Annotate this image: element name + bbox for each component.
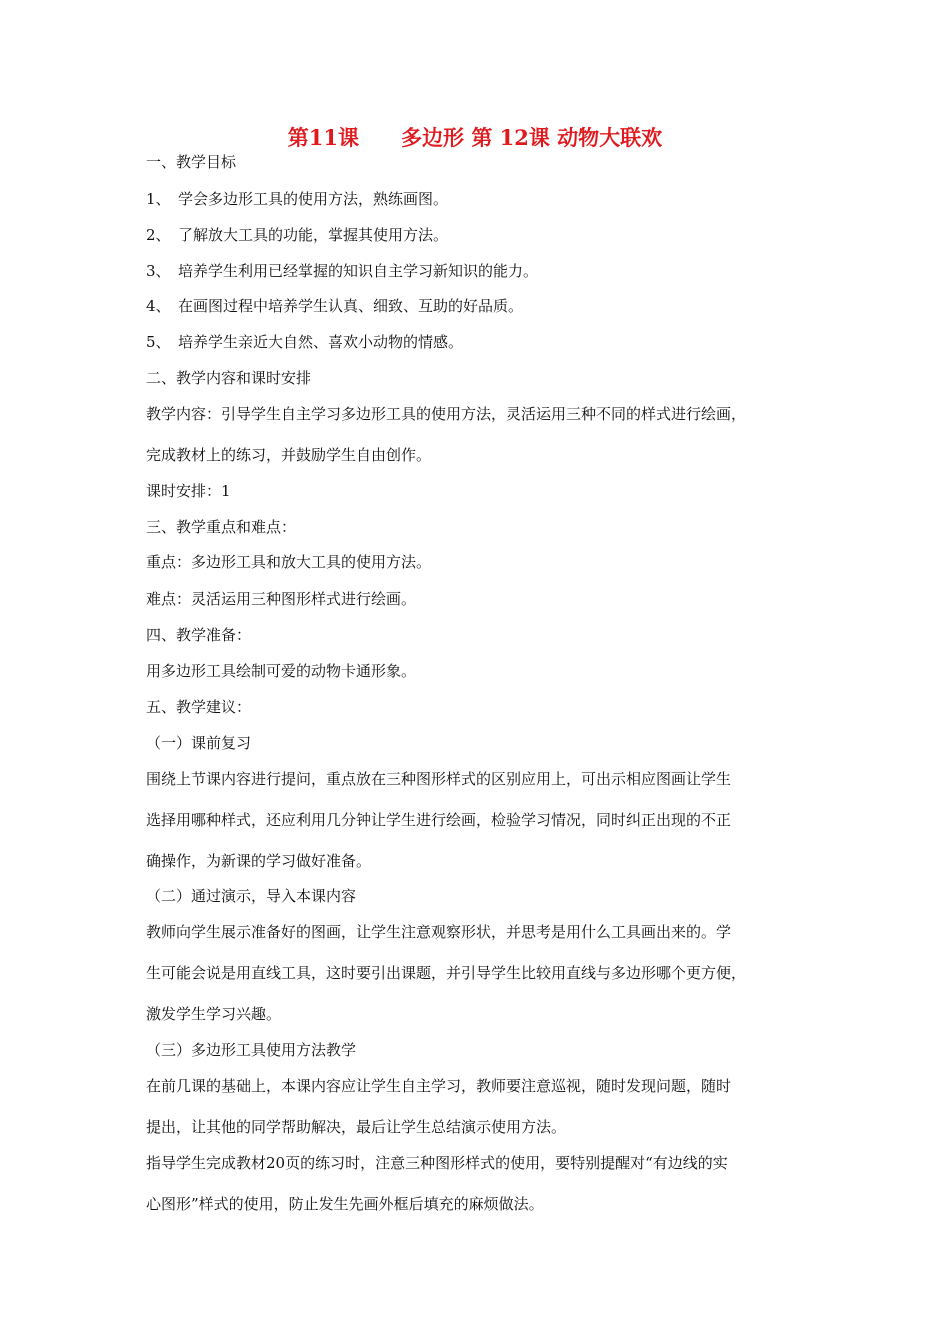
paragraph-line: 指导学生完成教材20页的练习时，注意三种图形样式的使用，要特别提醒对“有边线的实 — [146, 1154, 728, 1172]
section-heading-goals: 一、教学目标 — [146, 153, 237, 171]
goal-text: 培养学生利用已经掌握的知识自主学习新知识的能力。 — [178, 262, 539, 280]
subheading: （一）课前复习 — [146, 734, 252, 752]
goal-number: 4、 — [146, 297, 171, 315]
goal-item — [146, 296, 523, 316]
class-hours: 课时安排：1 — [146, 482, 231, 500]
goal-item — [146, 261, 538, 281]
paragraph-line: 心图形”样式的使用，防止发生先画外框后填充的麻烦做法。 — [146, 1195, 544, 1213]
paragraph-line: 提出，让其他的同学帮助解决，最后让学生总结演示使用方法。 — [146, 1118, 567, 1136]
prep-text: 用多边形工具绘制可爱的动物卡通形象。 — [146, 662, 417, 680]
paragraph-line: 在前几课的基础上，本课内容应让学生自主学习，教师要注意巡视，随时发现问题，随时 — [146, 1077, 732, 1095]
section-heading-suggestions: 五、教学建议： — [146, 698, 252, 716]
difficulty-point: 难点：灵活运用三种图形样式进行绘画。 — [146, 590, 417, 608]
paragraph-line: 围绕上节课内容进行提问，重点放在三种图形样式的区别应用上，可出示相应图画让学生 — [146, 770, 732, 788]
subheading: （二）通过演示，导入本课内容 — [146, 887, 357, 905]
goal-item — [146, 225, 448, 245]
lesson-title: 第11课 多边形 第 12课 动物大联欢 — [287, 125, 663, 150]
goal-text: 了解放大工具的功能，掌握其使用方法。 — [178, 226, 449, 244]
content-line: 教学内容：引导学生自主学习多边形工具的使用方法，灵活运用三种不同的样式进行绘画， — [146, 405, 747, 423]
section-heading-prep: 四、教学准备： — [146, 626, 252, 644]
goal-item — [146, 332, 463, 352]
goal-number: 3、 — [146, 262, 171, 280]
goal-number: 1、 — [146, 190, 171, 208]
subheading: （三）多边形工具使用方法教学 — [146, 1041, 357, 1059]
goal-number: 5、 — [146, 333, 171, 351]
key-point: 重点：多边形工具和放大工具的使用方法。 — [146, 553, 432, 571]
section-heading-key-points: 三、教学重点和难点： — [146, 518, 297, 536]
goal-item — [146, 189, 448, 209]
paragraph-line: 激发学生学习兴趣。 — [146, 1005, 282, 1023]
goal-text: 在画图过程中培养学生认真、细致、互助的好品质。 — [178, 297, 524, 315]
paragraph-line: 教师向学生展示准备好的图画，让学生注意观察形状，并思考是用什么工具画出来的。学 — [146, 923, 732, 941]
content-line: 完成教材上的练习，并鼓励学生自由创作。 — [146, 446, 432, 464]
paragraph-line: 生可能会说是用直线工具，这时要引出课题，并引导学生比较用直线与多边形哪个更方便， — [146, 964, 747, 982]
goal-text: 学会多边形工具的使用方法，熟练画图。 — [178, 190, 449, 208]
goal-text: 培养学生亲近大自然、喜欢小动物的情感。 — [178, 333, 464, 351]
paragraph-line: 确操作，为新课的学习做好准备。 — [146, 852, 372, 870]
goal-number: 2、 — [146, 226, 171, 244]
section-heading-content: 二、教学内容和课时安排 — [146, 369, 312, 387]
paragraph-line: 选择用哪种样式，还应利用几分钟让学生进行绘画，检验学习情况，同时纠正出现的不正 — [146, 811, 732, 829]
